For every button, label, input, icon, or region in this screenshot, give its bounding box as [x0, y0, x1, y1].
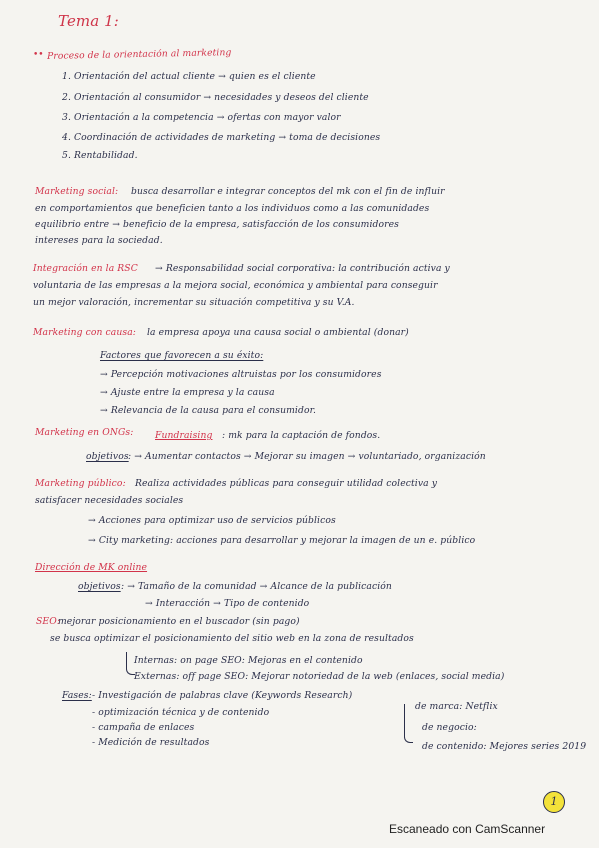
text-line: Externas: off page SEO: Mejorar notoriedad de la web (enlaces, social media) — [134, 671, 505, 682]
text-line: busca desarrollar e integrar conceptos del mk con el fin de influir — [131, 186, 445, 197]
bullet-mark: •• — [33, 50, 44, 60]
text-line: mejorar posicionamiento en el buscador (sin pago) — [58, 616, 300, 627]
list-item: - optimización técnica y de contenido — [92, 707, 270, 718]
section-label-rsc: Integración en la RSC — [33, 263, 138, 274]
list-item: → Relevancia de la causa para el consumidor. — [100, 405, 317, 416]
branch-item: de negocio: — [422, 722, 477, 733]
list-item: - campaña de enlaces — [92, 722, 195, 733]
text-line: en comportamientos que beneficien tanto a los individuos como a las comunidades — [35, 203, 430, 214]
branch-item: de marca: Netflix — [415, 701, 498, 712]
list-item: → Ajuste entre la empresa y la causa — [100, 387, 275, 398]
list-item: 3. Orientación a la competencia → ofertas con mayor valor — [62, 112, 341, 123]
bracket-line — [404, 704, 413, 743]
text-line: : mk para la captación de fondos. — [222, 430, 381, 441]
page-title: Tema 1: — [58, 12, 119, 30]
text-line: → Interacción → Tipo de contenido — [145, 598, 310, 609]
list-item: 1. Orientación del actual cliente → quien es el cliente — [62, 71, 316, 82]
section-label-direccion-mk: Dirección de MK online — [35, 562, 148, 573]
list-item: 2. Orientación al consumidor → necesidades y deseos del cliente — [62, 92, 369, 103]
list-item: - Medición de resultados — [92, 737, 210, 748]
page-number-badge: 1 — [543, 791, 565, 813]
factors-title: Factores que favorecen a su éxito: — [100, 350, 264, 361]
text-line: un mejor valoración, incrementar su situación competitiva y su V.A. — [33, 297, 355, 308]
fundraising-term: Fundraising — [155, 430, 213, 441]
scanner-watermark: Escaneado con CamScanner — [389, 822, 546, 836]
section-label-marketing-publico: Marketing público: — [35, 478, 126, 489]
section-label-seo: SEO: — [36, 616, 61, 627]
list-item: → Acciones para optimizar uso de servicios públicos — [88, 515, 336, 526]
text-line: : → Aumentar contactos → Mejorar su imagen → voluntariado, organización — [128, 451, 486, 462]
text-line: voluntaria de las empresas a la mejora social, económica y ambiental para conseguir — [33, 280, 438, 291]
list-item: → City marketing: acciones para desarrollar y mejorar la imagen de un e. público — [88, 535, 476, 546]
section-heading-orientation: Proceso de la orientación al marketing — [46, 47, 232, 62]
text-line: : → Tamaño de la comunidad → Alcance de la publicación — [121, 581, 392, 592]
text-line: → Responsabilidad social corporativa: la contribución activa y — [155, 263, 450, 274]
list-item: → Percepción motivaciones altruistas por los consumidores — [100, 369, 382, 380]
section-label-marketing-ongs: Marketing en ONGs: — [35, 427, 134, 438]
objetivos-label: objetivos — [86, 451, 129, 462]
text-line: se busca optimizar el posicionamiento del sitio web en la zona de resultados — [50, 633, 414, 644]
section-label-marketing-causa: Marketing con causa: — [33, 327, 136, 338]
section-label-marketing-social: Marketing social: — [35, 186, 119, 197]
text-line: Realiza actividades públicas para conseguir utilidad colectiva y — [135, 478, 437, 489]
text-line: Internas: on page SEO: Mejoras en el contenido — [134, 655, 363, 666]
list-item: - Investigación de palabras clave (Keywords Research) — [92, 690, 353, 701]
objetivos-label: objetivos — [78, 581, 121, 592]
fases-label: Fases: — [62, 690, 92, 701]
text-line: intereses para la sociedad. — [35, 235, 163, 246]
text-line: equilibrio entre → beneficio de la empresa, satisfacción de los consumidores — [35, 219, 399, 230]
list-item: 5. Rentabilidad. — [62, 150, 138, 161]
text-line: satisfacer necesidades sociales — [35, 495, 184, 506]
text-line: la empresa apoya una causa social o ambiental (donar) — [147, 327, 409, 338]
list-item: 4. Coordinación de actividades de marketing → toma de decisiones — [62, 132, 381, 143]
branch-item: de contenido: Mejores series 2019 — [422, 741, 587, 752]
